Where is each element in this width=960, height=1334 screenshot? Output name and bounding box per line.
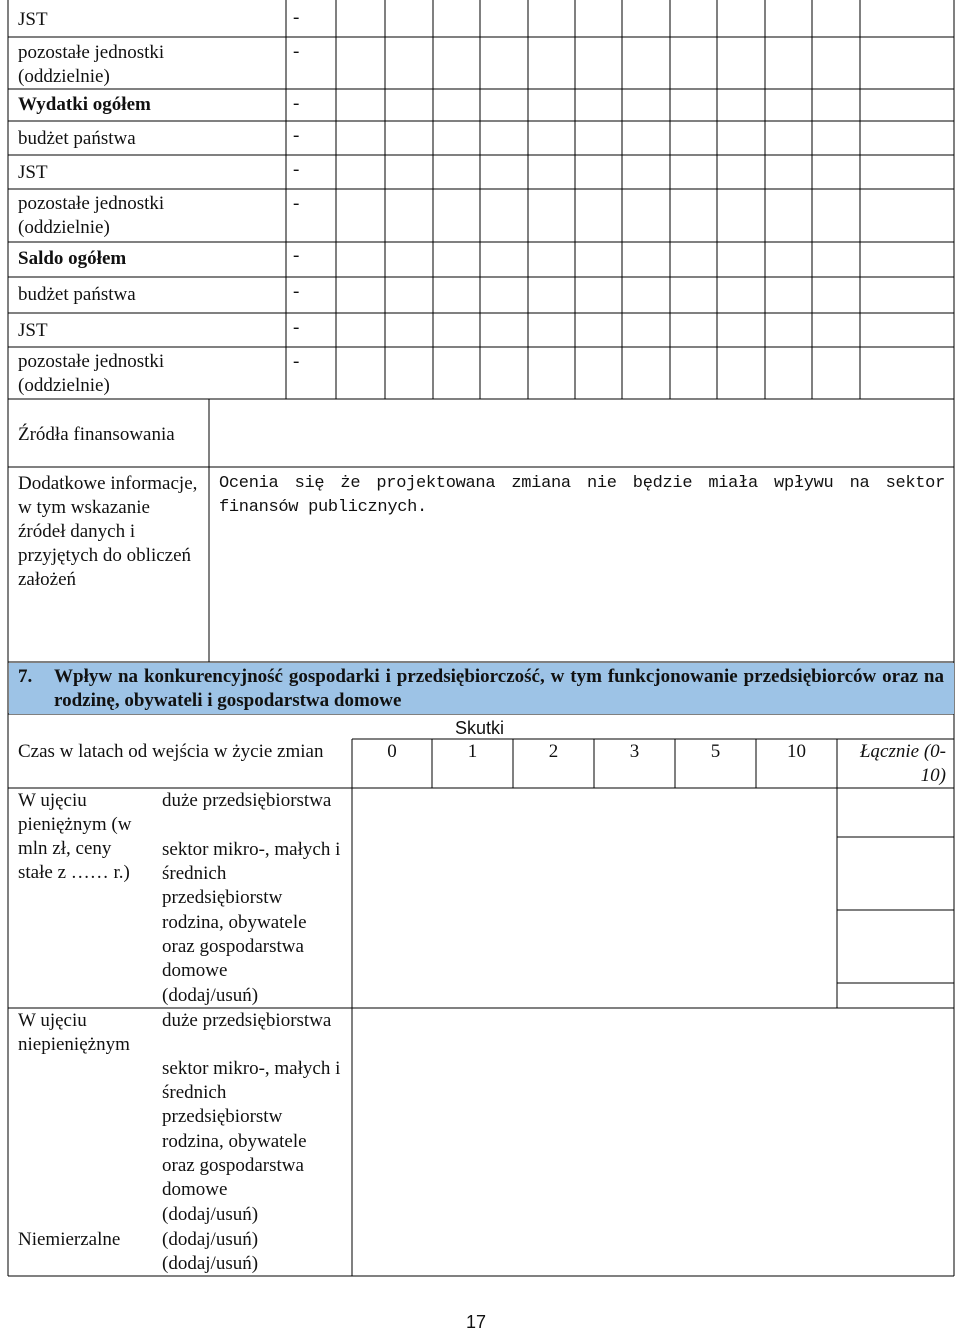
- section7-title: Wpływ na konkurencyjność gospodarki i przedsiębiorczość, w tym funkcjonowanie przedsiębiorców oraz na rodzinę, obywateli i gospodarstwa domowe: [54, 666, 944, 711]
- niepieniezny-label: W ujęciu niepieniężnym: [18, 1010, 130, 1055]
- sektor-msp: sektor mikro-, małych i średnich przedsiębiorstw: [162, 1058, 341, 1127]
- year-5: 5: [710, 741, 721, 762]
- dodaj-usun-link[interactable]: (dodaj/usuń): [162, 1229, 259, 1250]
- year-3: 3: [629, 741, 640, 762]
- rodzina-obywatele: rodzina, obywatele oraz gospodarstwa domowe: [162, 912, 307, 981]
- row-value: -: [293, 317, 300, 338]
- page-number: 17: [466, 1312, 487, 1332]
- czas-label: Czas w latach od wejścia w życie zmian: [18, 741, 324, 762]
- zrodla-finansowania-label: Źródła finansowania: [18, 424, 175, 445]
- row-value: -: [293, 281, 300, 302]
- year-2: 2: [548, 741, 559, 762]
- dodaj-usun-link[interactable]: (dodaj/usuń): [162, 985, 259, 1006]
- row-value: -: [293, 351, 300, 372]
- row-label-budzet: budżet państwa: [18, 128, 136, 149]
- row-value: -: [293, 41, 300, 62]
- dodaj-usun-link[interactable]: (dodaj/usuń): [162, 1204, 259, 1225]
- row-value: -: [293, 159, 300, 180]
- duze-przedsiebiorstwa: duże przedsiębiorstwa: [162, 1010, 332, 1031]
- section7-number: 7.: [18, 666, 33, 687]
- skutki-label: Skutki: [455, 718, 505, 738]
- row-value: -: [293, 93, 300, 114]
- dodaj-usun-link[interactable]: (dodaj/usuń): [162, 1253, 259, 1274]
- sektor-msp: sektor mikro-, małych i średnich przedsiębiorstw: [162, 839, 341, 908]
- row-label-saldo: Saldo ogółem: [18, 248, 127, 269]
- year-10: 10: [787, 741, 806, 762]
- pieniezny-label: W ujęciu pieniężnym (w mln zł, ceny stałe z …… r.): [18, 790, 132, 883]
- dodatkowe-informacje-label: Dodatkowe informacje, w tym wskazanie źródeł danych i przyjętych do obliczeń założeń: [18, 473, 198, 590]
- row-label-pozostale: pozostałe jednostki (oddzielnie): [18, 42, 165, 87]
- total-label: Łącznie (0-10): [859, 741, 946, 786]
- row-value: -: [293, 125, 300, 146]
- row-value: -: [293, 245, 300, 266]
- rodzina-obywatele: rodzina, obywatele oraz gospodarstwa domowe: [162, 1131, 307, 1200]
- row-label-budzet: budżet państwa: [18, 284, 136, 305]
- year-1: 1: [467, 741, 478, 762]
- year-0: 0: [387, 741, 397, 762]
- row-label-pozostale: pozostałe jednostki (oddzielnie): [18, 193, 165, 238]
- niemierzalne-label: Niemierzalne: [18, 1229, 121, 1250]
- row-label-wydatki: Wydatki ogółem: [18, 94, 151, 115]
- dodatkowe-informacje-text: Ocenia się że projektowana zmiana nie będzie miała wpływu na sektor finansów publicznych.: [219, 474, 945, 517]
- duze-przedsiebiorstwa: duże przedsiębiorstwa: [162, 790, 332, 811]
- row-value: -: [293, 193, 300, 214]
- row-label-jst: JST: [18, 162, 48, 183]
- row-value: -: [293, 7, 300, 28]
- row-label-pozostale: pozostałe jednostki (oddzielnie): [18, 351, 165, 396]
- row-label-jst: JST: [18, 9, 48, 30]
- row-label-jst: JST: [18, 320, 48, 341]
